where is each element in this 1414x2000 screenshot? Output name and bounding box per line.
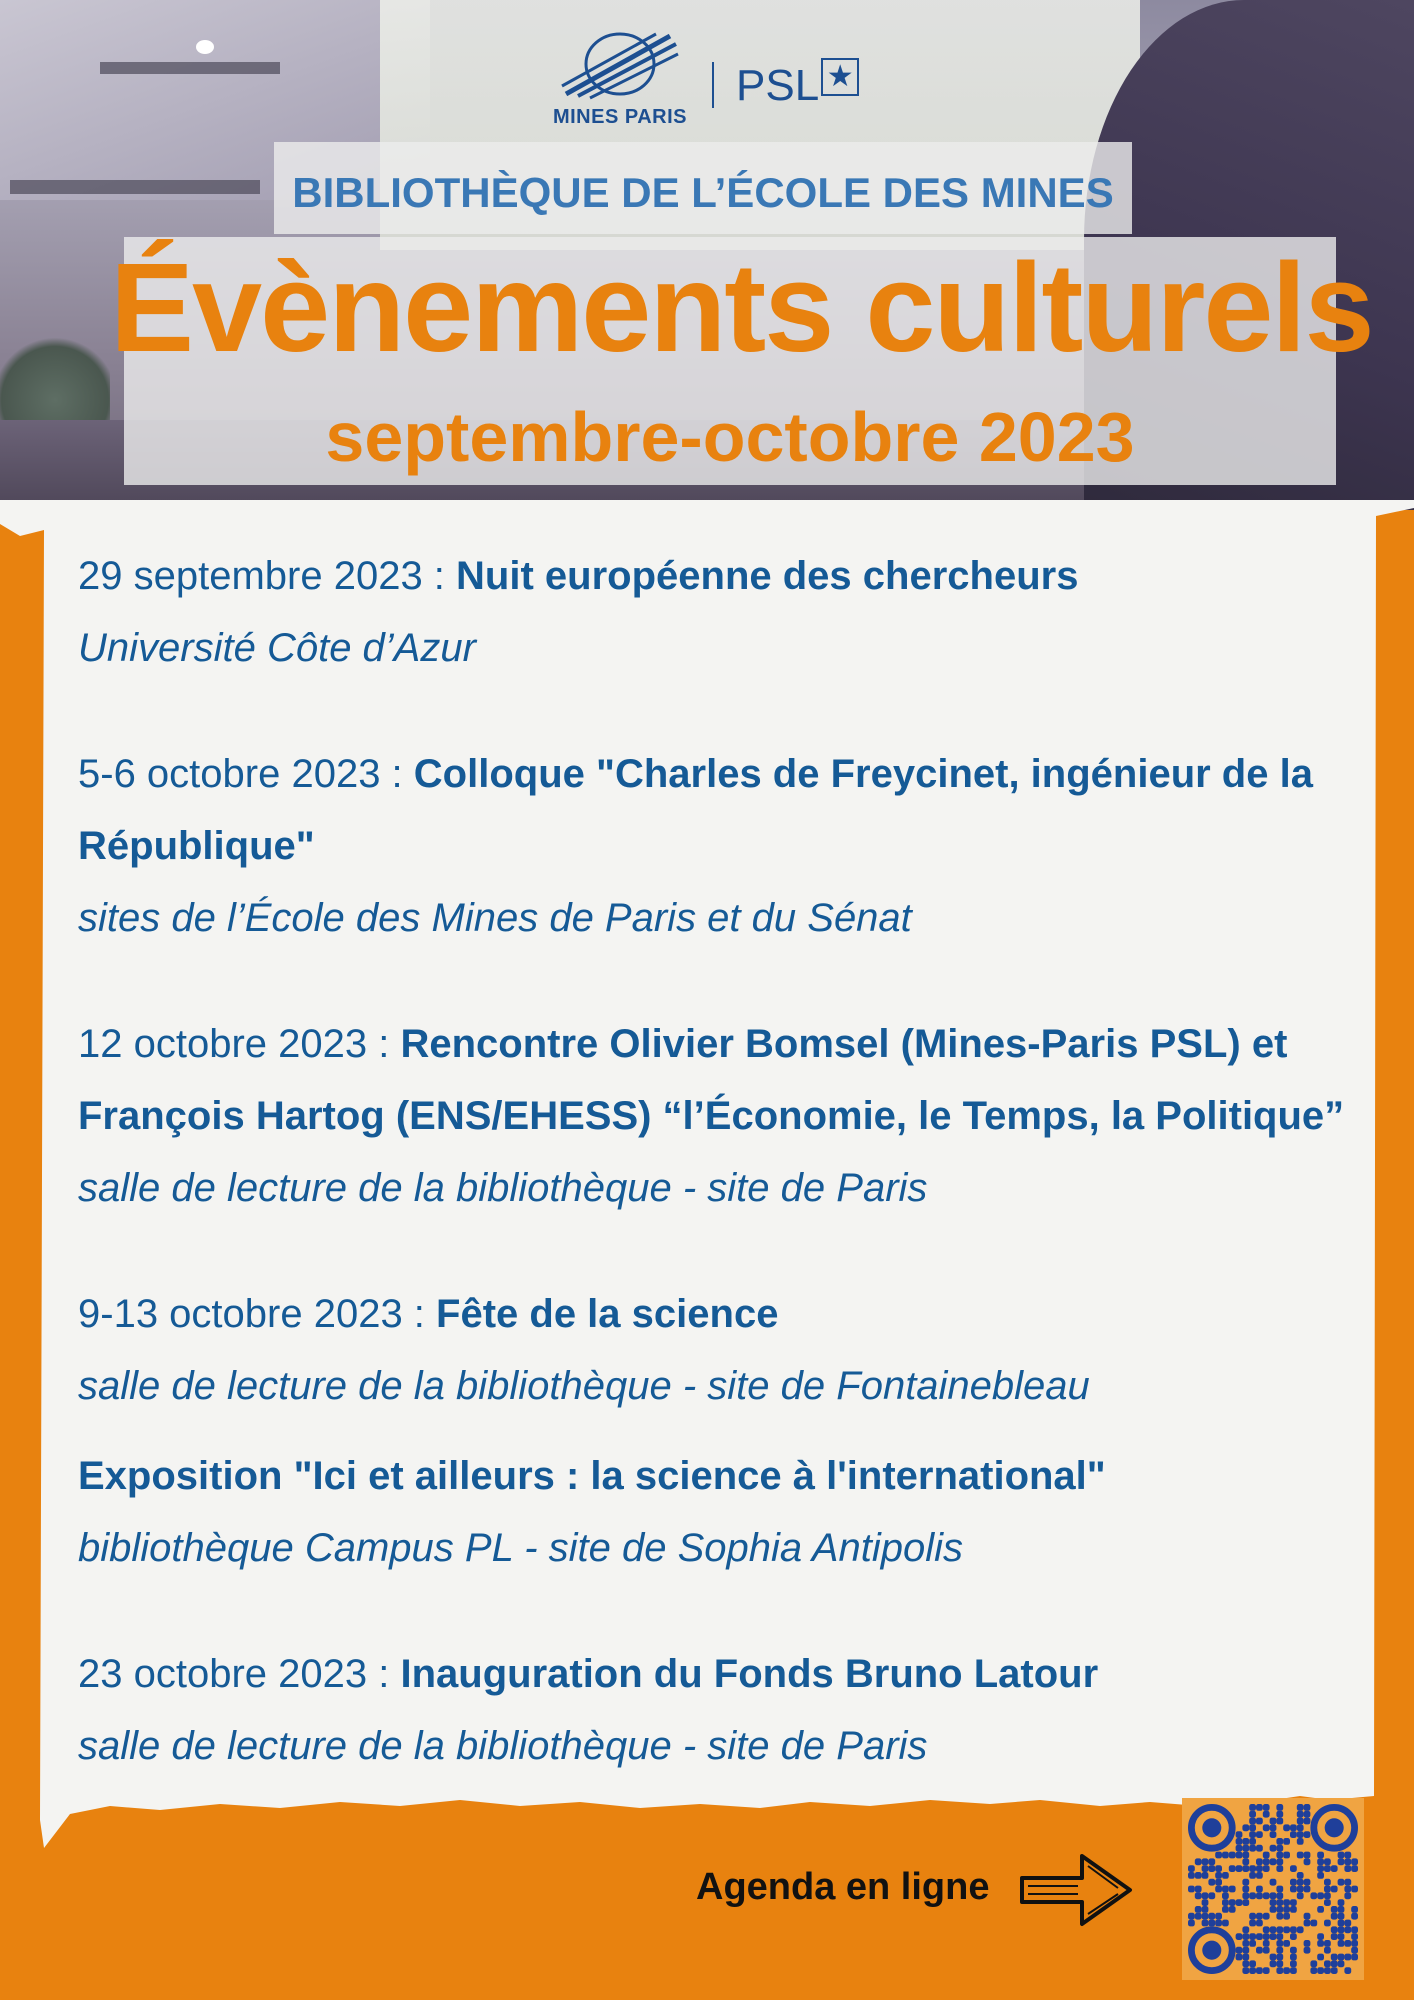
event-location: salle de lecture de la bibliothèque - site de Paris [78,1724,928,1768]
event-title: Rencontre Olivier Bomsel (Mines-Paris PSL) et [400,1022,1288,1066]
event-title-cont: François Hartog (ENS/EHESS) “l’Économie, le Temps, la Politique” [78,1094,1345,1138]
event-item [78,738,1313,954]
event-item [78,1278,1090,1422]
qr-code[interactable] [1182,1798,1364,1980]
page-title: Évènements culturels [110,237,1373,378]
qr-code-icon [1188,1804,1358,1974]
event-location: Université Côte d’Azur [78,626,476,670]
mines-paris-emblem-icon [560,30,680,102]
psl-logo[interactable] [736,58,859,108]
event-location: bibliothèque Campus PL - site de Sophia Antipolis [78,1526,963,1570]
event-location: salle de lecture de la bibliothèque - site de Fontainebleau [78,1364,1090,1408]
agenda-link[interactable]: Agenda en ligne [696,1866,990,1908]
event-title: Fête de la science [436,1292,779,1336]
event-date: 29 septembre 2023 : [78,554,457,598]
event-item [78,1008,1344,1224]
event-title: Colloque "Charles de Freycinet, ingénieur de la [413,752,1313,796]
right-arrow-icon [1018,1848,1136,1930]
logo-divider [712,62,714,108]
event-item [78,540,1078,684]
psl-label: PSL [736,61,820,110]
psl-star-icon: ★ [821,58,859,96]
event-title: Exposition "Ici et ailleurs : la science à l'international" [78,1454,1106,1498]
event-date: 5-6 octobre 2023 : [78,752,414,796]
mines-paris-logo[interactable] [548,30,692,130]
library-name: BIBLIOTHÈQUE DE L’ÉCOLE DES MINES [292,169,1114,216]
mines-paris-label: MINES PARIS [552,106,688,128]
event-title: Nuit européenne des chercheurs [456,554,1079,598]
event-date: 9-13 octobre 2023 : [78,1292,437,1336]
period-subtitle: septembre-octobre 2023 [325,398,1135,476]
event-title: Inauguration du Fonds Bruno Latour [400,1652,1099,1696]
event-location: salle de lecture de la bibliothèque - site de Paris [78,1166,928,1210]
event-item [78,1440,1106,1584]
event-date: 23 octobre 2023 : [78,1652,401,1696]
event-location: sites de l’École des Mines de Paris et du Sénat [78,896,912,940]
event-item [78,1638,1098,1782]
event-date: 12 octobre 2023 : [78,1022,401,1066]
event-title-cont: République" [78,824,315,868]
